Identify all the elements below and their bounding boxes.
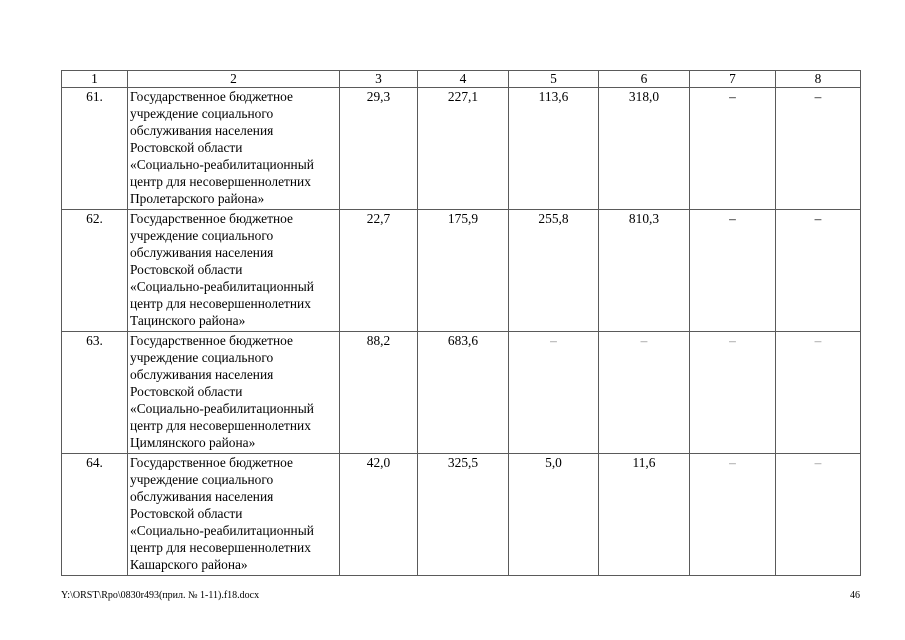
- row-number: 61.: [62, 88, 128, 210]
- name-line: Тацинского района»: [130, 313, 246, 328]
- name-line: обслуживания населения: [130, 367, 274, 382]
- name-line: учреждение социального: [130, 228, 274, 243]
- value-col-5: 5,0: [509, 454, 599, 576]
- column-number: 1: [62, 71, 128, 88]
- name-line: «Социально-реабилитационный: [130, 157, 314, 172]
- table-row: [62, 454, 861, 576]
- name-line: Пролетарского района»: [130, 191, 265, 206]
- name-line: обслуживания населения: [130, 245, 274, 260]
- row-number: 62.: [62, 210, 128, 332]
- value-col-4: 175,9: [418, 210, 509, 332]
- value-col-7: –: [690, 454, 776, 576]
- name-line: центр для несовершеннолетних: [130, 418, 311, 433]
- institution-name: [128, 454, 340, 576]
- table-row: [62, 88, 861, 210]
- name-line: Государственное бюджетное: [130, 89, 293, 104]
- column-number: 8: [776, 71, 861, 88]
- column-number: 5: [509, 71, 599, 88]
- name-line: центр для несовершеннолетних: [130, 174, 311, 189]
- value-col-8: –: [776, 454, 861, 576]
- value-col-8: –: [776, 332, 861, 454]
- name-line: учреждение социального: [130, 106, 274, 121]
- value-col-7: –: [690, 332, 776, 454]
- value-col-3: 42,0: [340, 454, 418, 576]
- value-col-3: 88,2: [340, 332, 418, 454]
- budget-table: [61, 70, 861, 576]
- name-line: Государственное бюджетное: [130, 211, 293, 226]
- row-number: 64.: [62, 454, 128, 576]
- name-line: обслуживания населения: [130, 123, 274, 138]
- name-line: центр для несовершеннолетних: [130, 540, 311, 555]
- value-col-7: –: [690, 88, 776, 210]
- row-number: 63.: [62, 332, 128, 454]
- column-number: 3: [340, 71, 418, 88]
- name-line: Ростовской области: [130, 384, 243, 399]
- footer-file-path: Y:\ORST\Rpo\0830r493(прил. № 1-11).f18.docx: [61, 590, 260, 601]
- value-col-6: 318,0: [599, 88, 690, 210]
- name-line: «Социально-реабилитационный: [130, 279, 314, 294]
- value-col-4: 227,1: [418, 88, 509, 210]
- column-number: 7: [690, 71, 776, 88]
- name-line: Государственное бюджетное: [130, 455, 293, 470]
- value-col-3: 29,3: [340, 88, 418, 210]
- name-line: Ростовской области: [130, 262, 243, 277]
- name-line: Кашарского района»: [130, 557, 248, 572]
- table-row: [62, 332, 861, 454]
- column-number: 2: [128, 71, 340, 88]
- value-col-8: –: [776, 88, 861, 210]
- value-col-4: 325,5: [418, 454, 509, 576]
- value-col-5: 255,8: [509, 210, 599, 332]
- name-line: Цимлянского района»: [130, 435, 256, 450]
- value-col-5: –: [509, 332, 599, 454]
- value-col-6: 11,6: [599, 454, 690, 576]
- name-line: «Социально-реабилитационный: [130, 401, 314, 416]
- name-line: Ростовской области: [130, 140, 243, 155]
- name-line: Государственное бюджетное: [130, 333, 293, 348]
- name-line: обслуживания населения: [130, 489, 274, 504]
- institution-name: [128, 210, 340, 332]
- value-col-6: –: [599, 332, 690, 454]
- institution-name: [128, 88, 340, 210]
- page-number: 46: [850, 590, 860, 601]
- column-number-row: [62, 71, 861, 88]
- column-number: 6: [599, 71, 690, 88]
- value-col-7: –: [690, 210, 776, 332]
- table-row: [62, 210, 861, 332]
- institution-name: [128, 332, 340, 454]
- value-col-3: 22,7: [340, 210, 418, 332]
- name-line: центр для несовершеннолетних: [130, 296, 311, 311]
- name-line: учреждение социального: [130, 472, 274, 487]
- value-col-5: 113,6: [509, 88, 599, 210]
- name-line: «Социально-реабилитационный: [130, 523, 314, 538]
- value-col-8: –: [776, 210, 861, 332]
- name-line: Ростовской области: [130, 506, 243, 521]
- value-col-6: 810,3: [599, 210, 690, 332]
- name-line: учреждение социального: [130, 350, 274, 365]
- column-number: 4: [418, 71, 509, 88]
- value-col-4: 683,6: [418, 332, 509, 454]
